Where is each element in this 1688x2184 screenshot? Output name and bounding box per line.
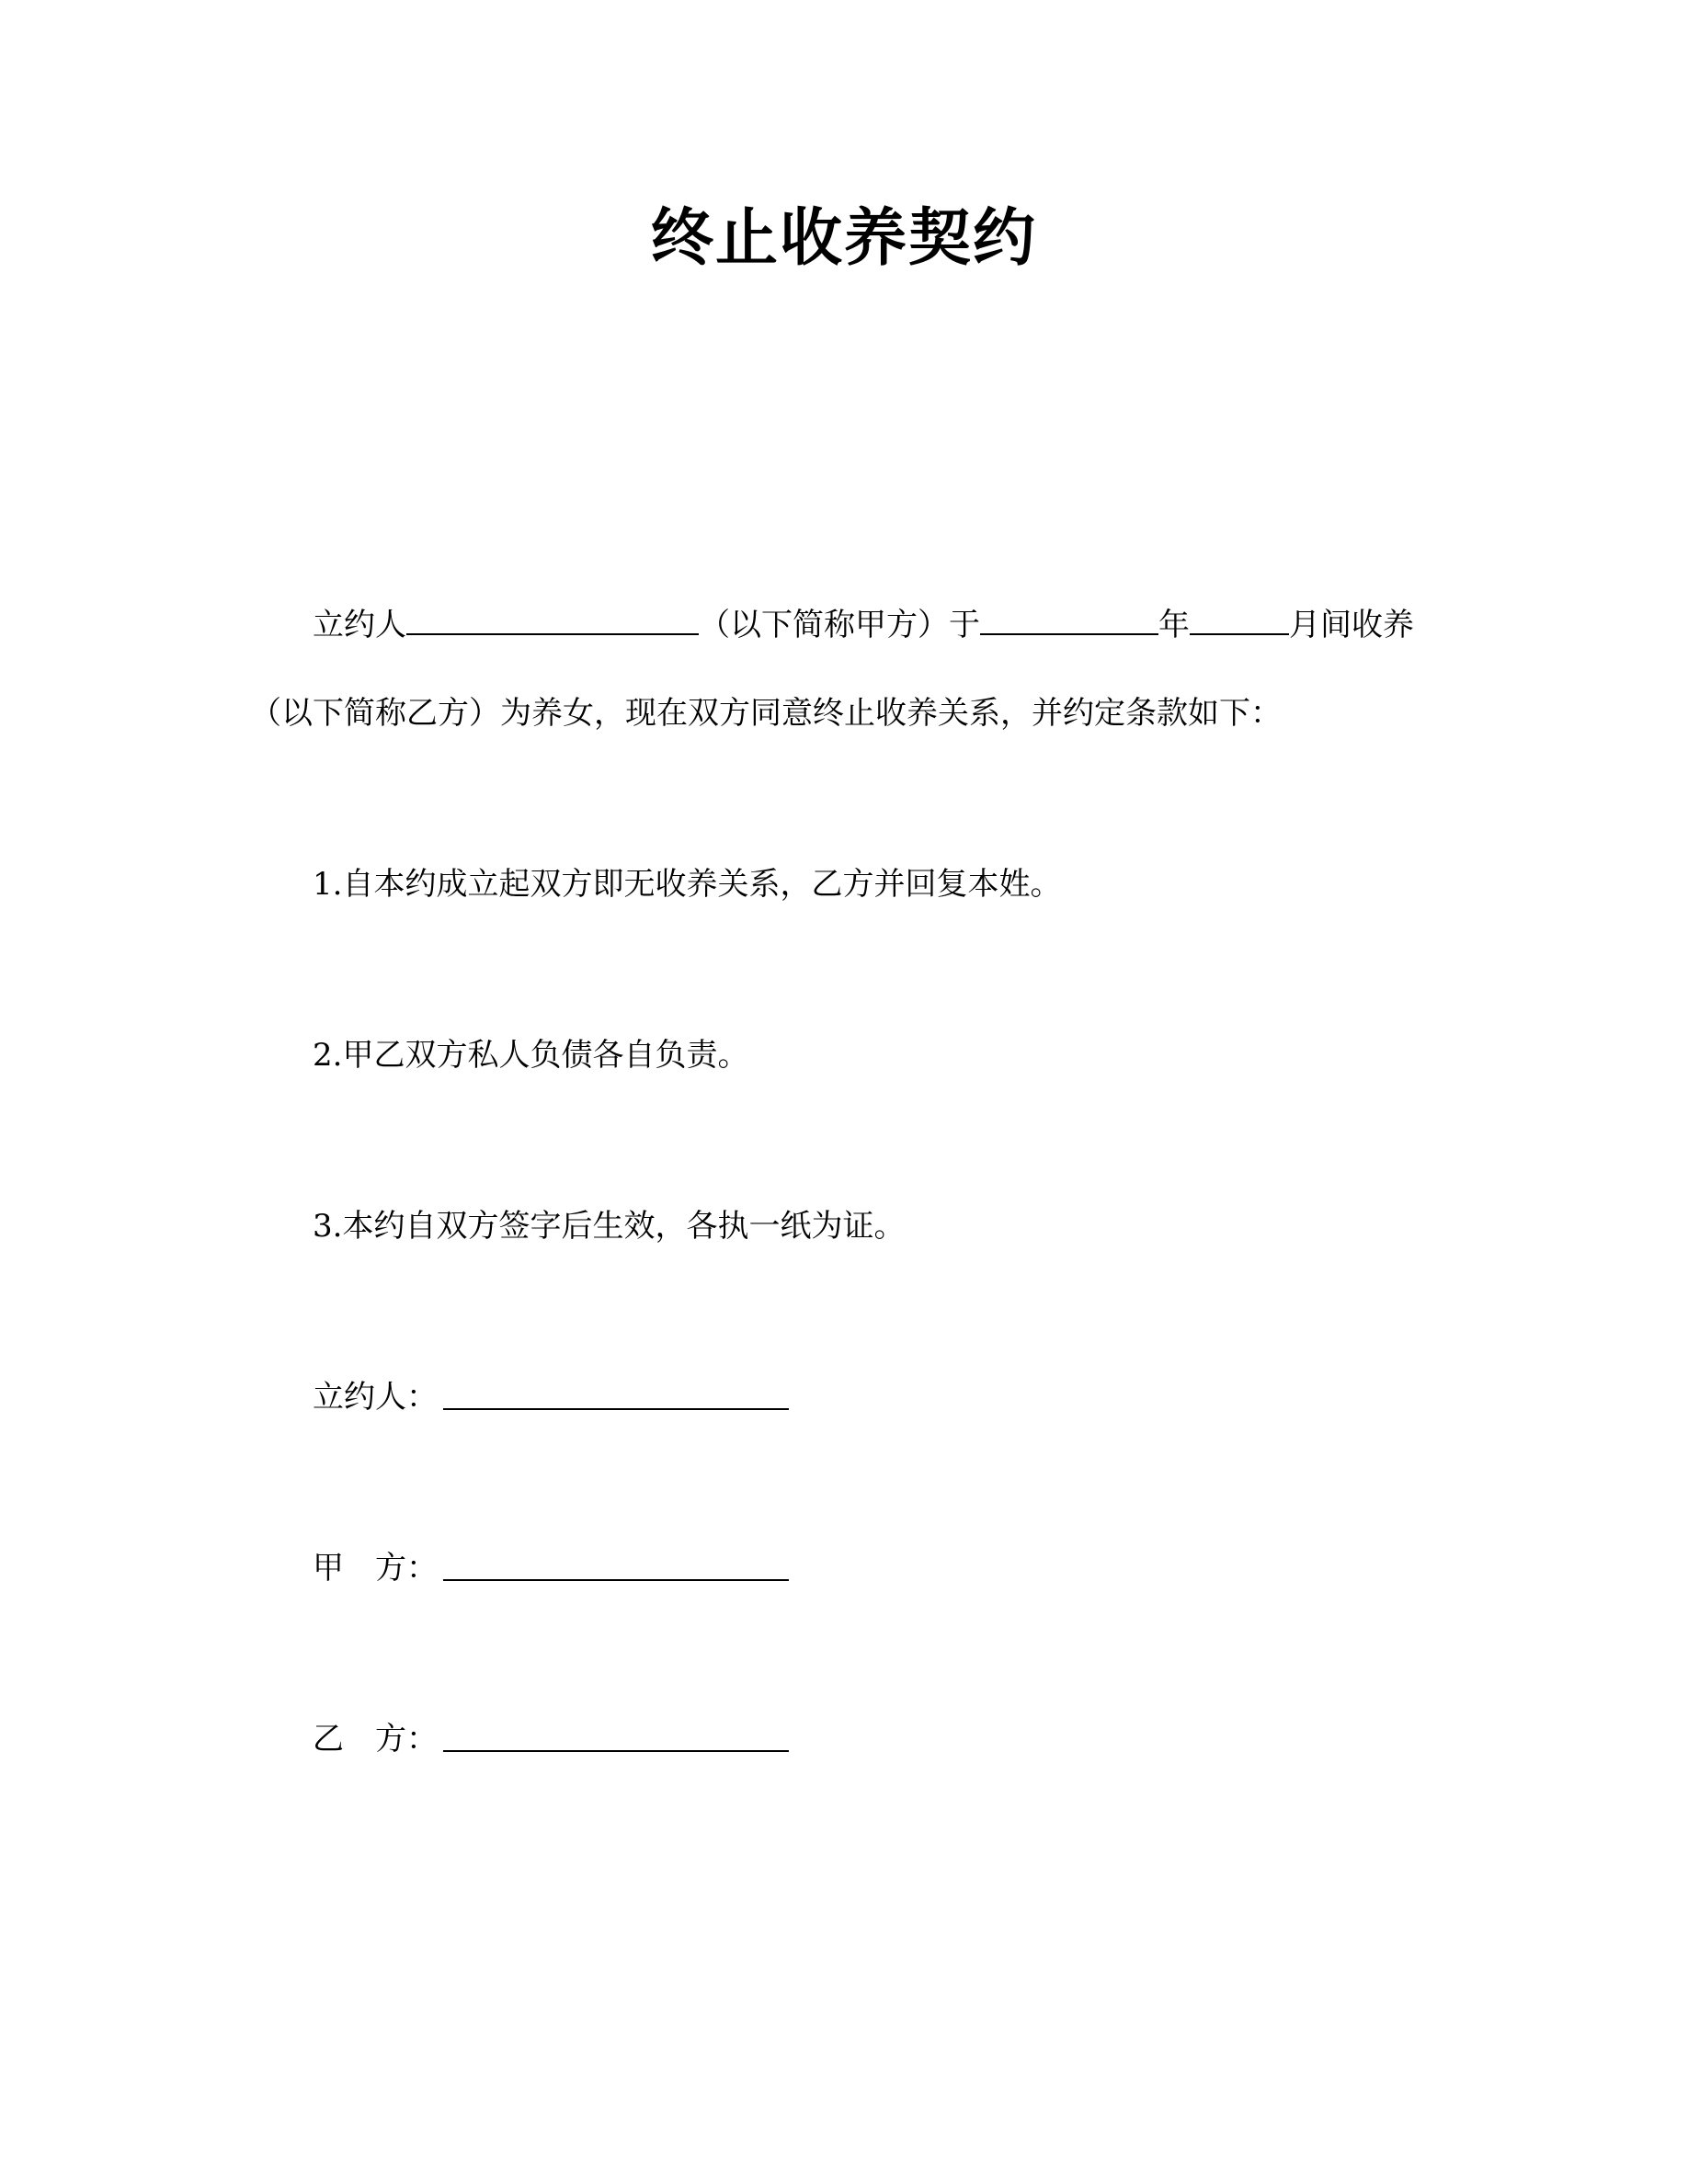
month-label: 月间收养 [1289,607,1414,643]
month-blank[interactable] [1190,606,1289,635]
year-label: 年 [1158,607,1190,643]
party-b-signature-line[interactable] [443,1750,789,1752]
party-a-signature-label: 甲 方： [313,1550,438,1587]
clause-2: 2.甲乙双方私人负债各自负责。 [313,1037,749,1074]
contractor-signature-label: 立约人： [313,1379,438,1416]
clause-1: 1.自本约成立起双方即无收养关系，乙方并回复本姓。 [313,866,1062,903]
party-a-signature-line[interactable] [443,1579,789,1581]
contractor-prefix: 立约人 [313,607,406,643]
intro-line-2: （以下简称乙方）为养女，现在双方同意终止收养关系，并约定条款如下： [250,695,1282,732]
party-a-note: （以下简称甲方）于 [699,607,980,643]
contractor-signature-line[interactable] [443,1408,789,1410]
document-title: 终止收养契约 [650,202,1037,275]
year-blank[interactable] [980,606,1158,635]
intro-line-1 [313,605,1414,645]
contractor-name-blank[interactable] [406,606,699,635]
clause-3: 3.本约自双方签字后生效，各执一纸为证。 [313,1208,906,1245]
party-b-signature-label: 乙 方： [313,1721,438,1757]
